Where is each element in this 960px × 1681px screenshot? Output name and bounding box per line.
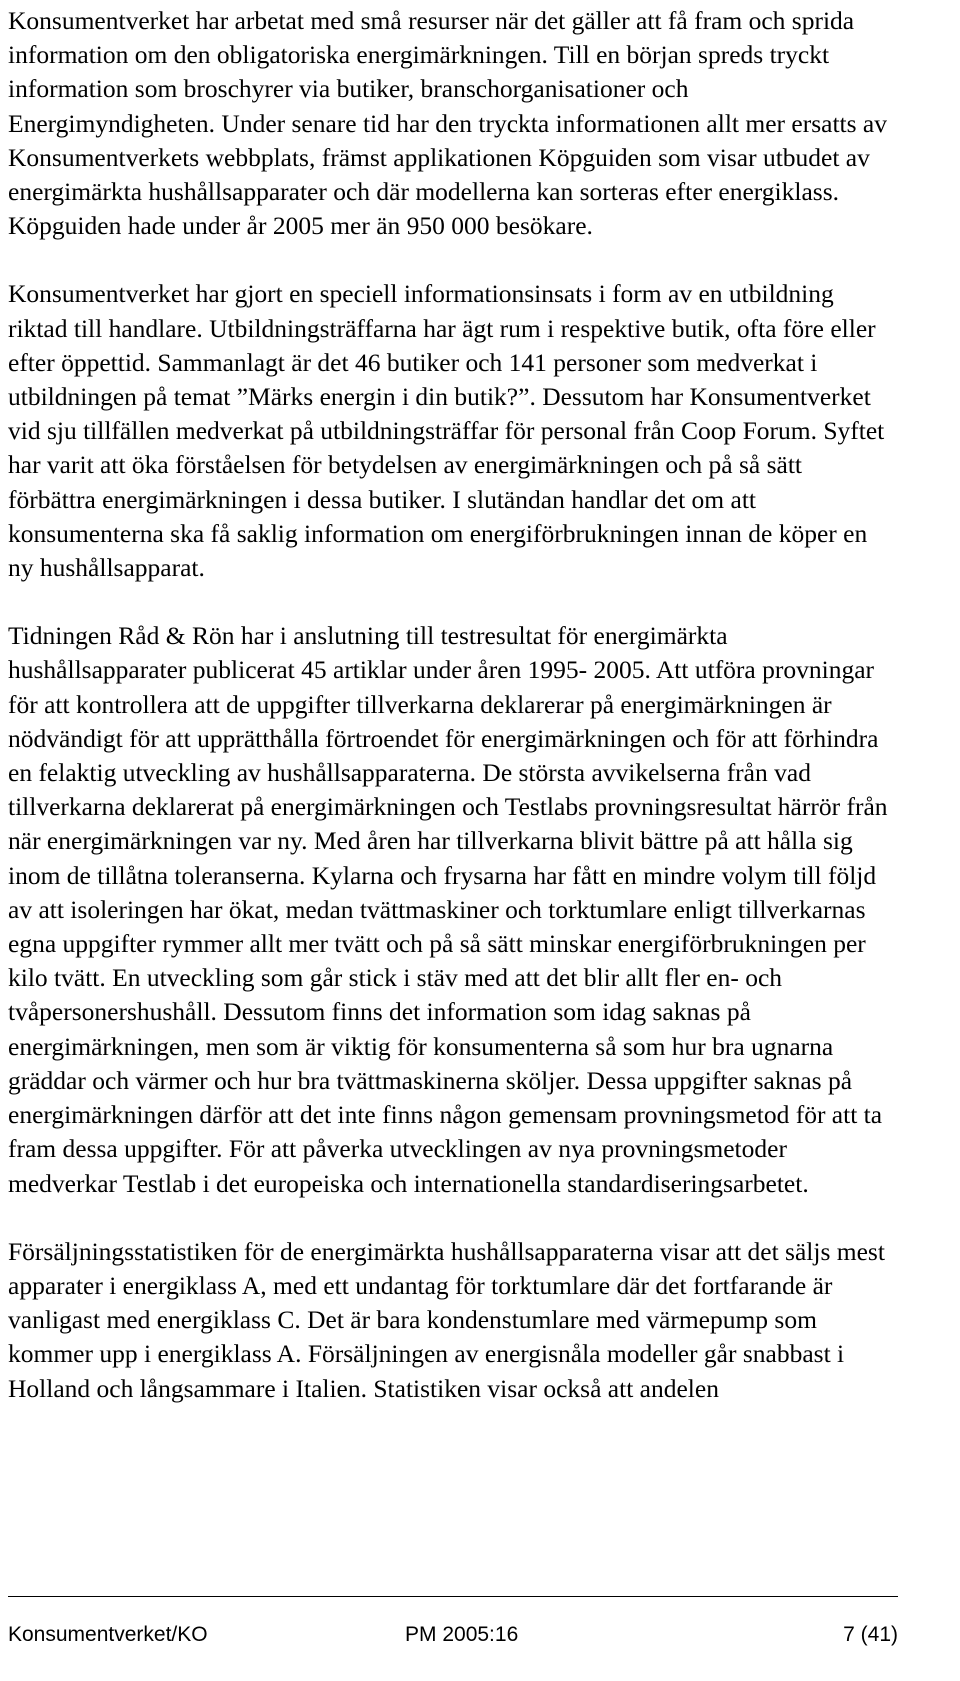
paragraph-information-spread: Konsumentverket har arbetat med små resurser när det gäller att få fram och sprida information om den obligatoriska energimärkningen. Till en början spreds tryckt information som broschyrer via butiker, branschorganisationer och Energimyndigheten. Under senare tid har den tryckta informationen allt mer ersatts av Konsumentverkets webbplats, främst applikationen Köpguiden som visar utbudet av energimärkta hushållsapparater och där modellerna kan sorteras efter energiklass. Köpguiden hade under år 2005 mer än 950 000 besökare. bbox=[8, 6, 887, 241]
footer-publisher: Konsumentverket/KO bbox=[8, 1623, 208, 1646]
page-footer bbox=[8, 1596, 898, 1656]
footer-document-id: PM 2005:16 bbox=[405, 1623, 519, 1646]
footer-divider bbox=[8, 1596, 898, 1597]
paragraph-sales-statistics: Försäljningsstatistiken för de energimärkta hushållsapparaterna visar att det säljs mest apparater i energiklass A, med ett undantag för torktumlare där det fortfarande är vanligast med energiklass C. Det är bara kondenstumlare med värmepump som kommer upp i energiklass A. Försäljningen av energisnåla modeller går snabbast i Holland och långsammare i Italien. Statistiken visar också att andelen bbox=[8, 1236, 885, 1403]
paragraph-retailer-training: Konsumentverket har gjort en speciell informationsinsats i form av en utbildning riktad till handlare. Utbildningsträffarna har ägt rum i respektive butik, ofta före eller efter öppettid. Sammanlagt är det 46 butiker och 141 personer som medverkat i utbildningen på temat ”Märks energin i din butik?”. Dessutom har Konsumentverket vid sju tillfällen medverkat på utbildningsträffar för personal från Coop Forum. Syftet har varit att öka förståelsen för betydelsen av energimärkningen och på så sätt förbättra energimärkningen i dessa butiker. I slutändan handlar det om att konsumenterna ska få saklig information om energiförbrukningen innan de köper en ny hushållsapparat. bbox=[8, 279, 885, 583]
footer-page-number: 7 (41) bbox=[843, 1623, 898, 1646]
paragraph-testing-articles: Tidningen Råd & Rön har i anslutning till testresultat för energimärkta hushållsapparater publicerat 45 artiklar under åren 1995- 2005. Att utföra provningar för att kontrollera att de uppgifter tillverkarna deklarerar på energimärkningen är nödvändigt för att upprätthålla förtroendet för energimärkningen och för att förhindra en felaktig utveckling av hushållsapparaterna. De största avvikelserna från vad tillverkarna deklarerat på energimärkningen och Testlabs provningsresultat härrör från när energimärkningen var ny. Med åren har tillverkarna blivit bättre på att hålla sig inom de tillåtna toleranserna. Kylarna och frysarna har fått en mindre volym till följd av att isoleringen har ökat, medan tvättmaskiner och torktumlare enligt tillverkarnas egna uppgifter rymmer allt mer tvätt och på så sätt minskar energiförbrukningen per kilo tvätt. En utveckling som går stick i stäv med att det blir allt fler en- och tvåpersonershushåll. Dessutom finns det information som idag saknas på energimärkningen, men som är viktig för konsumenterna så som hur bra ugnarna gräddar och värmer och hur bra tvättmaskinerna sköljer. Dessa uppgifter saknas på energimärkningen därför att det inte finns någon gemensam provningsmetod för att ta fram dessa uppgifter. För att påverka utvecklingen av nya provningsmetoder medverkar Testlab i det europeiska och internationella standardiseringsarbetet. bbox=[8, 621, 888, 1198]
document-body bbox=[8, 4, 894, 1406]
